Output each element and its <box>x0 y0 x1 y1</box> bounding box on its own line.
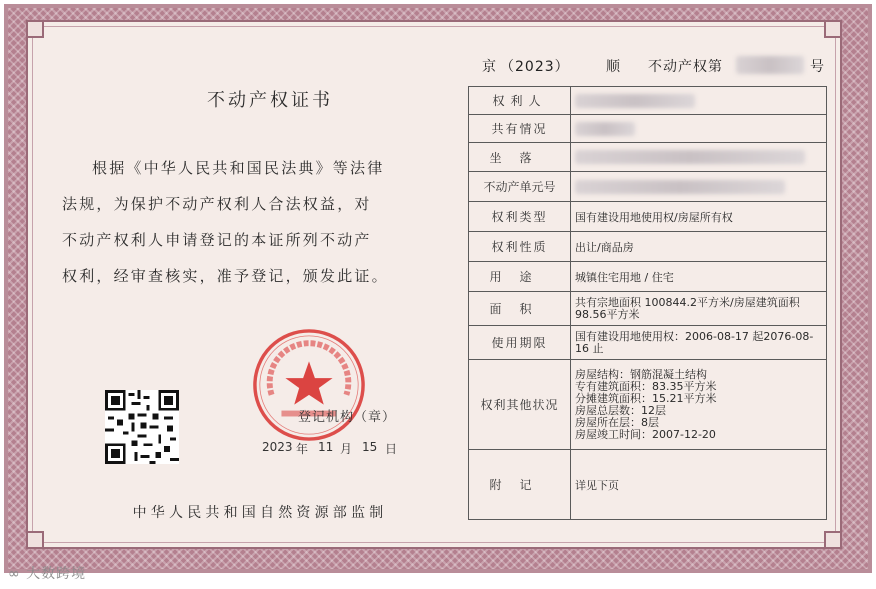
row-label: 使用期限 <box>469 326 571 360</box>
row-label: 用途 <box>469 262 571 292</box>
other-status-line: 房屋竣工时间：2007-12-20 <box>575 427 716 441</box>
redacted-value <box>575 122 635 136</box>
other-status-line: 专有建筑面积：83.35平方米 <box>575 379 717 393</box>
row-label: 坐落 <box>469 143 571 172</box>
issue-month: 11 <box>318 440 334 454</box>
row-value: 国有建设用地使用权：2006-08-17 起2076-08-16 止 <box>571 326 827 360</box>
row-label: 权利性质 <box>469 232 571 262</box>
corner-ornament <box>824 20 842 38</box>
statement-line: 不动产权利人申请登记的本证所列不动产 <box>62 231 372 249</box>
day-char: 日 <box>385 442 398 456</box>
redacted-value <box>575 94 695 108</box>
table-row <box>469 202 827 232</box>
table-row <box>469 262 827 292</box>
watermark-logo <box>8 563 86 583</box>
redacted-value <box>575 180 785 194</box>
redacted-cert-number <box>736 56 804 74</box>
row-label: 不动产单元号 <box>469 172 571 202</box>
month-char: 月 <box>340 442 353 456</box>
row-value <box>571 172 827 202</box>
table-row <box>469 450 827 520</box>
corner-ornament <box>824 531 842 549</box>
table-row <box>469 87 827 115</box>
table-row <box>469 292 827 326</box>
issue-year: 2023 <box>262 440 293 454</box>
row-value: 出让/商品房 <box>571 232 827 262</box>
row-label: 面积 <box>469 292 571 326</box>
rights-table <box>468 86 827 520</box>
cert-prefix: 京 <box>482 59 497 75</box>
row-label: 权利人 <box>469 87 571 115</box>
corner-ornament <box>26 531 44 549</box>
year-char: 年 <box>296 442 309 456</box>
other-status-line: 分摊建筑面积：15.21平方米 <box>575 391 717 405</box>
registration-authority-label: 登记机构（章） <box>298 410 397 425</box>
table-row <box>469 232 827 262</box>
row-label: 附记 <box>469 450 571 520</box>
row-value: 共有宗地面积 100844.2平方米/房屋建筑面积 98.56平方米 <box>571 292 827 326</box>
table-row <box>469 143 827 172</box>
table-row <box>469 172 827 202</box>
official-seal-icon <box>250 326 368 444</box>
table-row <box>469 115 827 143</box>
certificate-title: 不动产权证书 <box>207 90 333 111</box>
statement-line: 法规，为保护不动产权利人合法权益，对 <box>62 195 372 213</box>
other-status-line: 房屋总层数：12层 <box>575 403 666 417</box>
issuer-line: 中华人民共和国自然资源部监制 <box>132 505 388 521</box>
other-status-line: 房屋所在层：8层 <box>575 415 659 429</box>
row-value <box>571 115 827 143</box>
row-value <box>571 360 827 450</box>
corner-ornament <box>26 20 44 38</box>
cert-district: 顺 <box>606 59 621 75</box>
statement-line: 根据《中华人民共和国民法典》等法律 <box>92 159 385 177</box>
other-status-line: 房屋结构：钢筋混凝土结构 <box>575 367 707 381</box>
certificate-statement <box>62 150 417 294</box>
cert-year: （2023） <box>500 59 570 75</box>
row-label: 权利类型 <box>469 202 571 232</box>
row-label: 共有情况 <box>469 115 571 143</box>
row-value: 国有建设用地使用权/房屋所有权 <box>571 202 827 232</box>
row-value: 城镇住宅用地 / 住宅 <box>571 262 827 292</box>
qr-code-icon <box>105 390 179 464</box>
row-label: 权利其他状况 <box>469 360 571 450</box>
row-value <box>571 87 827 115</box>
row-value: 详见下页 <box>571 450 827 520</box>
issue-day: 15 <box>362 440 378 454</box>
statement-line: 权利，经审查核实，准予登记，颁发此证。 <box>62 267 389 285</box>
redacted-value <box>575 150 805 164</box>
watermark-icon: ∞ <box>8 566 21 582</box>
table-row <box>469 326 827 360</box>
watermark-text: 大数跨境 <box>26 566 87 582</box>
cert-suffix: 号 <box>810 59 825 75</box>
cert-number-label: 不动产权第 <box>648 59 723 75</box>
table-row <box>469 360 827 450</box>
row-value <box>571 143 827 172</box>
